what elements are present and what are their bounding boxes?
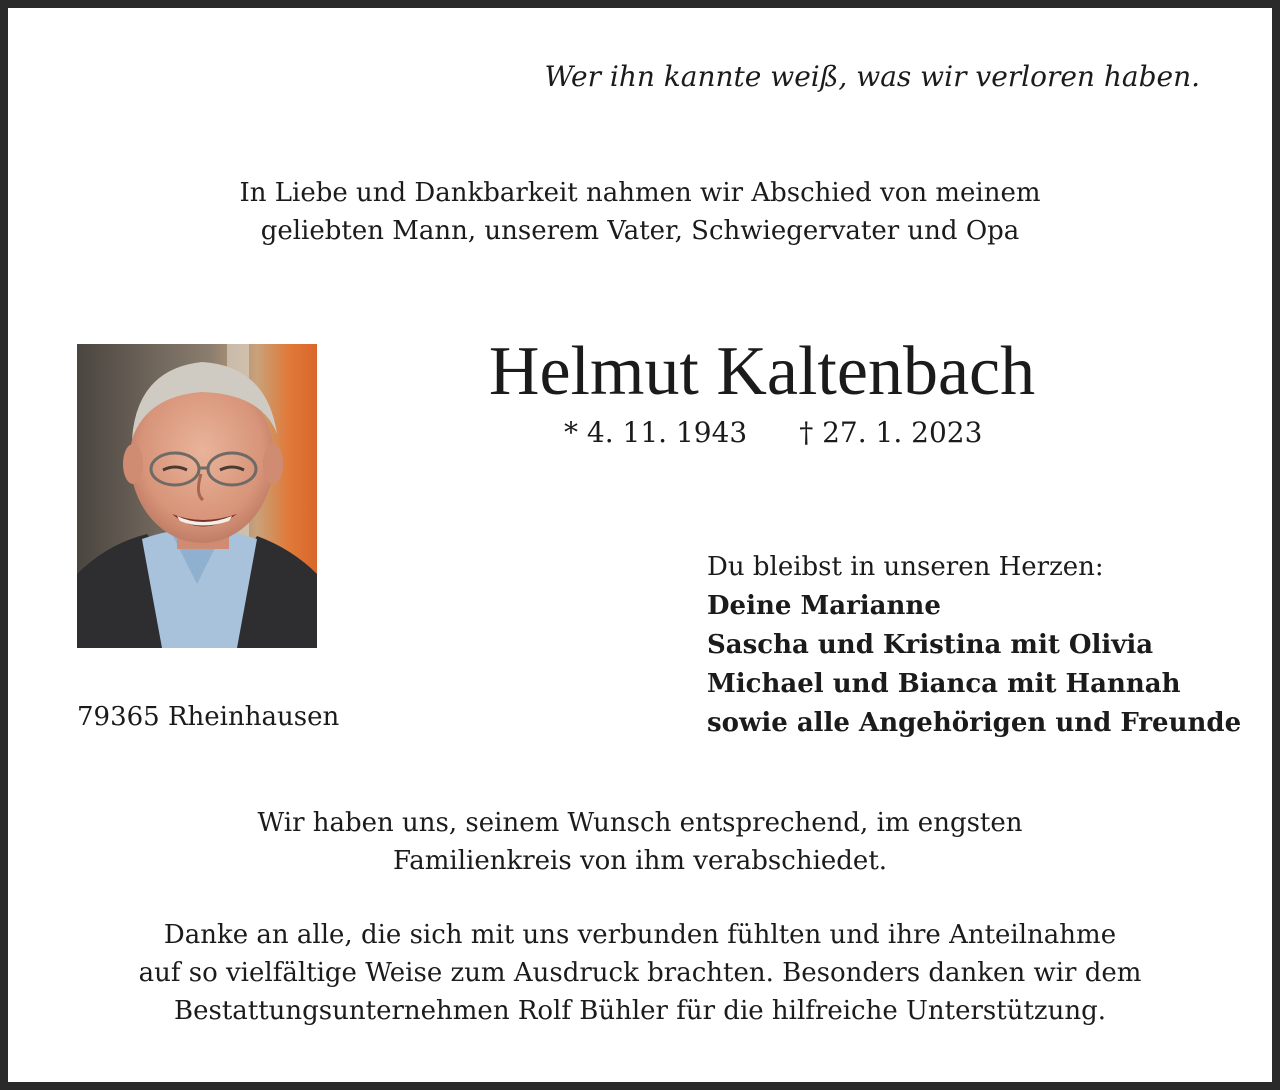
thanks-note [8,916,1272,1030]
thanks-line: auf so vielfältige Weise zum Ausdruck brachten. Besonders danken wir dem [138,958,1142,988]
intro-line: In Liebe und Dankbarkeit nahmen wir Abschied von meinem [239,178,1041,208]
family-member: Deine Marianne [707,591,941,621]
residence-place: 79365 Rheinhausen [77,702,340,732]
intro-text [8,174,1272,250]
thanks-line: Danke an alle, die sich mit uns verbunden fühlten und ihre Anteilnahme [163,920,1117,950]
family-signature [707,548,1241,743]
family-member: Michael und Bianca mit Hannah [707,669,1181,699]
portrait-illustration [77,344,317,648]
motto-quote: Wer ihn kannte weiß, was wir verloren haben. [544,60,1200,93]
family-heading: Du bleibst in unseren Herzen: [707,552,1104,582]
death-date: † 27. 1. 2023 [799,416,983,449]
family-member: Sascha und Kristina mit Olivia [707,630,1154,660]
life-dates [564,416,982,449]
farewell-note [8,804,1272,880]
portrait-photo [77,344,317,648]
deceased-name: Helmut Kaltenbach [488,333,1036,410]
intro-line: geliebten Mann, unserem Vater, Schwiegervater und Opa [260,216,1020,246]
farewell-line: Familienkreis von ihm verabschiedet. [392,846,888,876]
birth-date: * 4. 11. 1943 [564,416,748,449]
family-member: sowie alle Angehörigen und Freunde [707,708,1242,738]
thanks-line: Bestattungsunternehmen Rolf Bühler für die hilfreiche Unterstützung. [173,996,1107,1026]
farewell-line: Wir haben uns, seinem Wunsch entsprechend, im engsten [257,808,1023,838]
